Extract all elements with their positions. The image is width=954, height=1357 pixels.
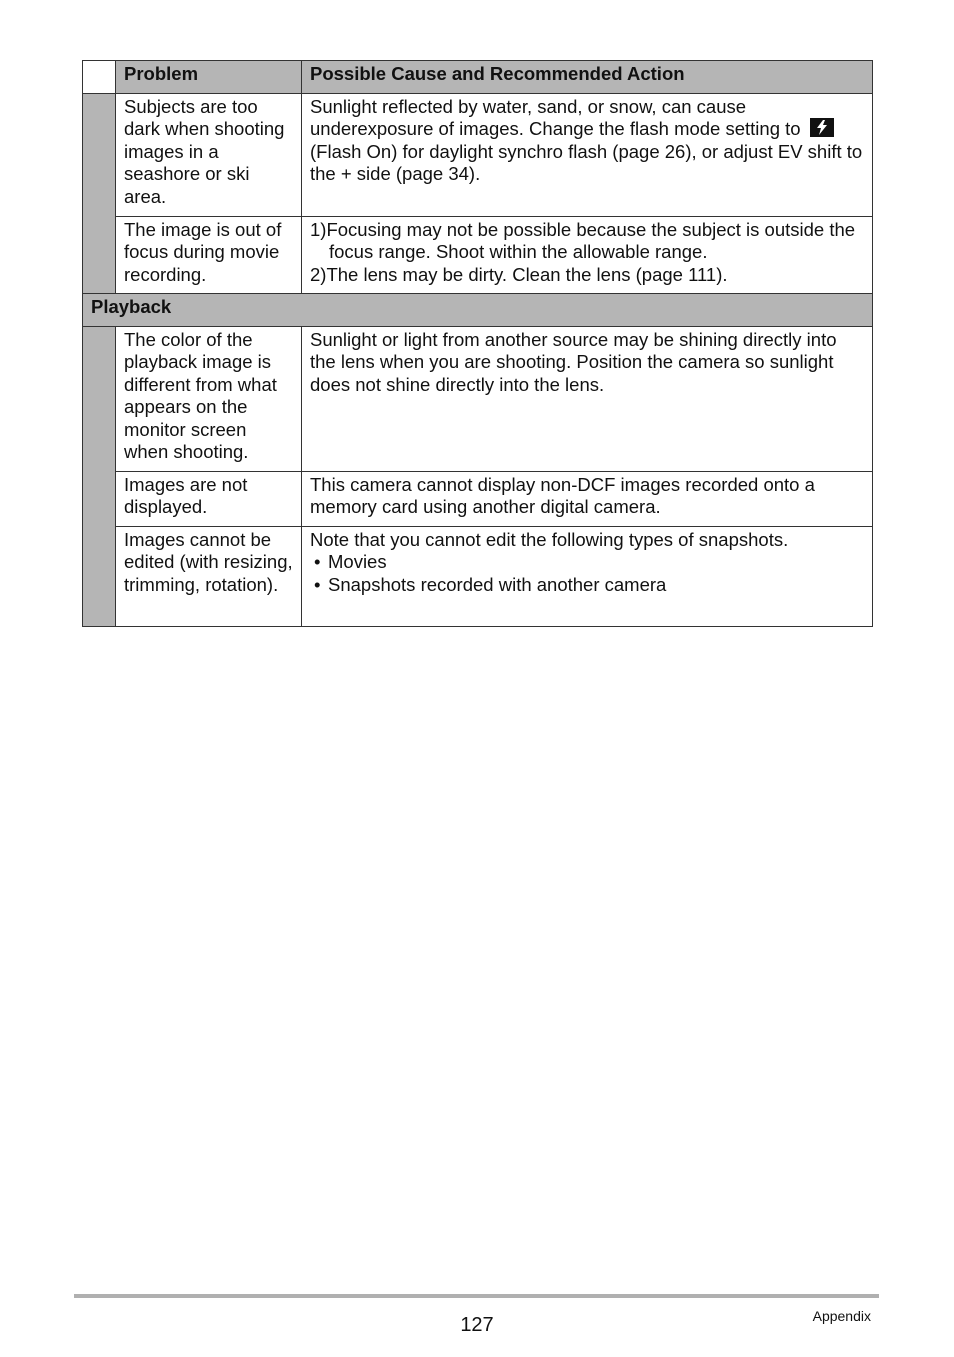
header-action: Possible Cause and Recommended Action [302, 61, 873, 94]
section-row [83, 294, 873, 327]
table-row [83, 471, 873, 526]
problem-cell: Images cannot be edited (with resizing, trimming, rotation). [116, 526, 302, 626]
action-item: 2)The lens may be dirty. Clean the lens (page 111). [310, 263, 728, 285]
action-item: 1)Focusing may not be possible because the subject is outside the focus range. Shoot within the allowable range. [310, 218, 856, 262]
problem-cell: The image is out of focus during movie recording. [116, 216, 302, 294]
section-title-playback: Playback [83, 294, 873, 327]
problem-cell: Subjects are too dark when shooting images in a seashore or ski area. [116, 93, 302, 216]
action-cell [302, 526, 873, 626]
header-problem: Problem [116, 61, 302, 94]
problem-cell: Images are not displayed. [116, 471, 302, 526]
action-cell [302, 216, 873, 294]
bullet-item: • Movies [310, 551, 864, 574]
table-row [83, 326, 873, 471]
flash-on-icon [810, 118, 834, 137]
action-cell: Sunlight or light from another source may be shining directly into the lens when you are shooting. Position the camera so sunlight does not shine directly into the lens. [302, 326, 873, 471]
section-side-bar [83, 93, 116, 294]
header-spacer [83, 61, 116, 94]
footer-rule [74, 1294, 879, 1298]
action-text: (Flash On) for daylight synchro flash (page 26), or adjust EV shift to the + side (page 34). [310, 140, 863, 184]
action-cell [302, 93, 873, 216]
action-cell: This camera cannot display non-DCF images recorded onto a memory card using another digital camera. [302, 471, 873, 526]
page-number: 127 [460, 1314, 494, 1336]
bullet-item: • Snapshots recorded with another camera [310, 574, 864, 597]
table-row [83, 216, 873, 294]
problem-cell: The color of the playback image is different from what appears on the monitor screen when shooting. [116, 326, 302, 471]
table-row [83, 93, 873, 216]
table-header-row [83, 61, 873, 94]
footer-section-label: Appendix [812, 1308, 871, 1324]
action-intro: Note that you cannot edit the following types of snapshots. [310, 528, 789, 550]
action-text: Sunlight reflected by water, sand, or snow, can cause underexposure of images. Change the flash mode setting to [310, 95, 801, 139]
troubleshooting-table [82, 60, 873, 627]
table-row [83, 526, 873, 626]
section-side-bar [83, 326, 116, 626]
